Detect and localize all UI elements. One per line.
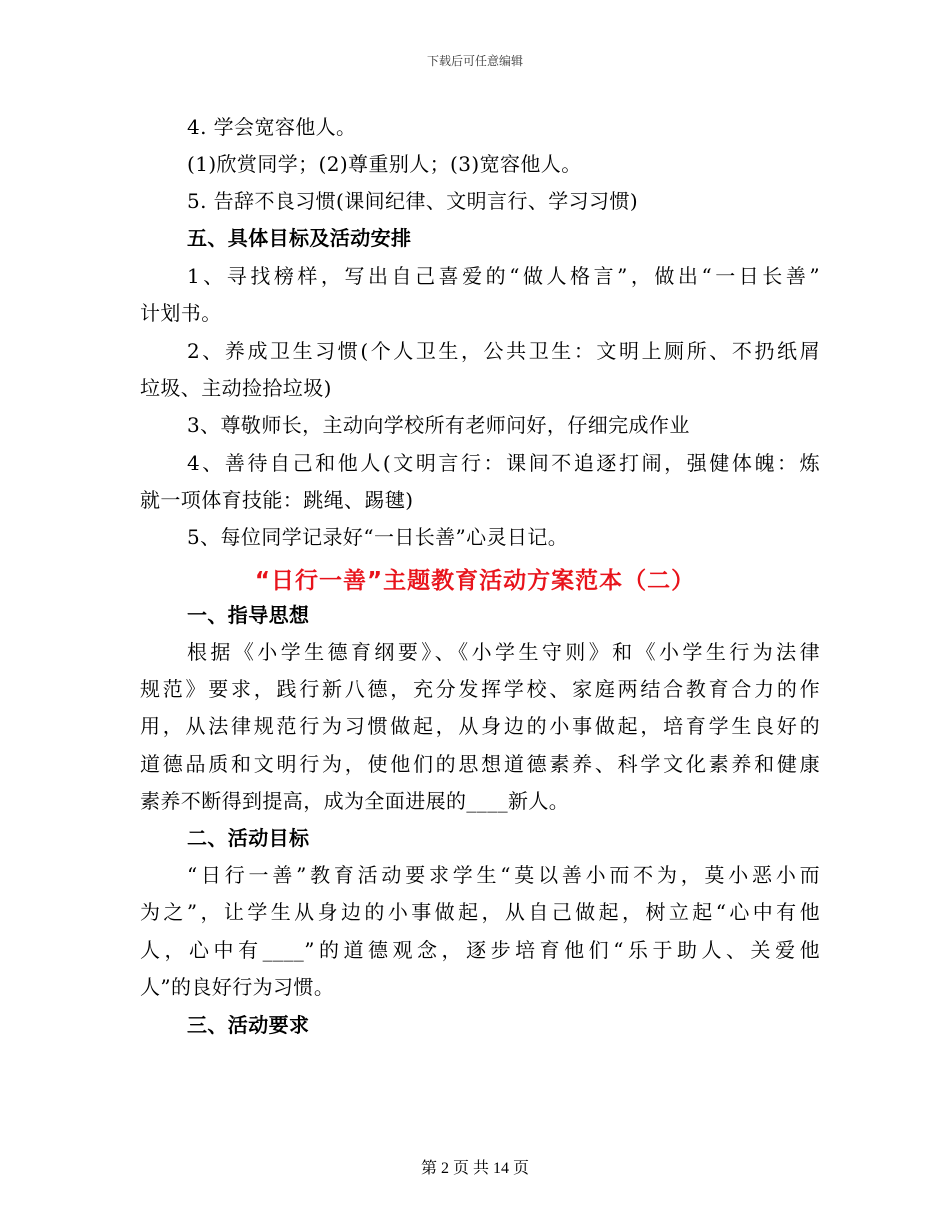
paragraph-line: 计划书。 <box>140 301 222 325</box>
paragraph-line: 人”的良好行为习惯。 <box>140 975 335 999</box>
document-title: “日行一善”主题教育活动方案范本（二） <box>254 568 696 594</box>
paragraph-line: 为之”，让学生从身边的小事做起，从自己做起，树立起“心中有他 <box>140 900 820 924</box>
paragraph-line: 人，心中有____”的道德观念，逐步培育他们“乐于助人、关爱他 <box>140 938 820 962</box>
paragraph-line: 规范》要求，践行新八德，充分发挥学校、家庭两结合教育合力的作 <box>140 677 820 701</box>
paragraph-line: 用，从法律规范行为习惯做起，从身边的小事做起，培育学生良好的 <box>140 714 820 738</box>
section-heading: 二、活动目标 <box>187 826 310 850</box>
paragraph-line: 4、善待自己和他人(文明言行：课间不追逐打闹，强健体魄：炼 <box>187 451 820 475</box>
paragraph-line: 素养不断得到提高，成为全面进展的____新人。 <box>140 789 570 813</box>
list-item: 4. 学会宽容他人。 <box>187 115 357 139</box>
paragraph-line: 1、寻找榜样，写出自己喜爱的“做人格言”，做出“一日长善” <box>187 264 820 288</box>
paragraph-line: 就一项体育技能：跳绳、踢毽) <box>140 488 414 512</box>
list-item: 5. 告辞不良习惯(课间纪律、文明言行、学习习惯) <box>187 189 639 213</box>
page-header: 下载后可任意编辑 <box>426 54 523 68</box>
section-heading: 一、指导思想 <box>187 603 310 627</box>
paragraph-line: 2、养成卫生习惯(个人卫生，公共卫生：文明上厕所、不扔纸屑 <box>187 339 820 363</box>
paragraph-line: “日行一善”教育活动要求学生“莫以善小而不为，莫小恶小而 <box>187 863 820 887</box>
section-heading: 三、活动要求 <box>187 1013 310 1037</box>
paragraph-line: 道德品质和文明行为，使他们的思想道德素养、科学文化素养和健康 <box>140 752 820 776</box>
paragraph-line: 根据《小学生德育纲要》、《小学生守则》和《小学生行为法律 <box>187 640 820 664</box>
page-footer: 第 2 页 共 14 页 <box>420 1160 529 1177</box>
section-heading: 五、具体目标及活动安排 <box>187 226 412 250</box>
list-item: (1)欣赏同学；(2)尊重别人；(3)宽容他人。 <box>187 152 582 176</box>
paragraph-line: 5、每位同学记录好“一日长善”心灵日记。 <box>187 525 569 549</box>
paragraph-line: 垃圾、主动捡拾垃圾) <box>140 376 332 400</box>
paragraph-line: 3、尊敬师长，主动向学校所有老师问好，仔细完成作业 <box>187 413 690 437</box>
